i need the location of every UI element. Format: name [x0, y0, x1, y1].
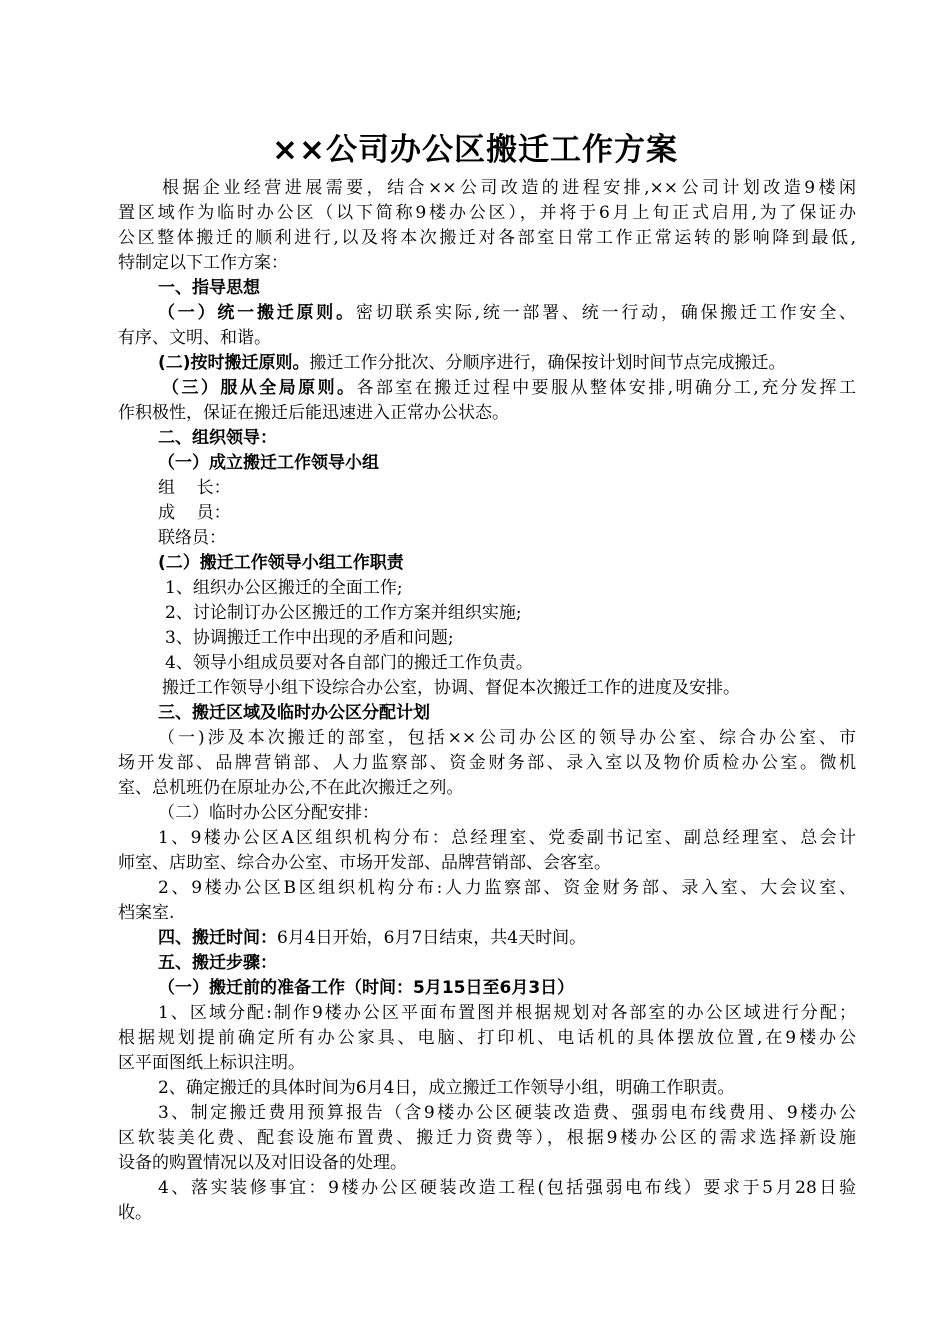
- paragraph-line: 区软装美化费、配套设施布置费、搬迁力资费等），根据9楼办公区的需求选择新设施: [118, 1128, 856, 1148]
- paragraph-line: （一)涉及本次搬迁的部室，包括××公司办公区的领导办公室、综合办公室、市: [158, 728, 856, 748]
- paragraph-line: 档案室.: [118, 903, 175, 923]
- contact-person-label: 联络员：: [158, 528, 226, 548]
- inline-text: 6月4日开始，6月7日结束，共4天时间。: [277, 928, 587, 948]
- list-item: 1、组织办公区搬迁的全面工作;: [165, 578, 403, 598]
- paragraph-line: 1、9楼办公区A区组织机构分布：总经理室、党委副书记室、副总经理室、总会计: [158, 828, 856, 848]
- paragraph-line: 1、区域分配:制作9楼办公区平面布置图并根据规划对各部室的办公区域进行分配；: [158, 1003, 856, 1023]
- paragraph-line: 设备的购置情况以及对旧设备的处理。: [118, 1153, 407, 1173]
- inline-heading: （一）统一搬迁原则。: [158, 303, 356, 323]
- list-item: 3、协调搬迁工作中出现的矛盾和问题;: [165, 628, 454, 648]
- paragraph-line: [162, 376, 856, 400]
- section-heading: 三、搬迁区域及临时办公区分配计划: [158, 703, 430, 723]
- inline-text: 搬迁工作分批次、分顺序进行，确保按计划时间节点完成搬迁。: [309, 353, 786, 373]
- document-title: ××公司办公区搬迁工作方案: [272, 132, 678, 168]
- group-leader-label: 组 长：: [158, 478, 231, 498]
- inline-text: 密切联系实际,统一部署、统一行动，确保搬迁工作安全、: [355, 303, 857, 323]
- subsection-heading: （一）搬迁前的准备工作（时间：5月15日至6月3日）: [158, 978, 575, 998]
- list-item: 4、领导小组成员要对各自部门的搬迁工作负责。: [165, 653, 533, 673]
- subsection-heading: （一）成立搬迁工作领导小组: [158, 453, 379, 473]
- paragraph-line: 2、确定搬迁的具体时间为6月4日，成立搬迁工作领导小组，明确工作职责。: [158, 1078, 735, 1098]
- paragraph-line: 特制定以下工作方案：: [118, 253, 288, 273]
- inline-text: 各部室在搬迁过程中要服从整体安排,明确分工,充分发挥工: [356, 378, 856, 398]
- section-heading: 一、指导思想: [158, 278, 260, 298]
- section-heading: 五、搬迁步骤：: [158, 953, 277, 973]
- paragraph-line: 置区域作为临时办公区（以下简称9楼办公区），并将于6月上旬正式启用,为了保证办: [118, 203, 856, 223]
- paragraph-line: 作积极性，保证在搬迁后能迅速进入正常办公状态。: [118, 403, 509, 423]
- inline-heading: (二)按时搬迁原则。: [158, 353, 310, 373]
- paragraph-line: 室、总机班仍在原址办公,不在此次搬迁之列。: [118, 778, 464, 798]
- section-heading: 二、组织领导：: [158, 428, 277, 448]
- paragraph-line: 根据企业经营进展需要，结合××公司改造的进程安排,××公司计划改造9楼闲: [162, 178, 856, 198]
- paragraph-line: 2、9楼办公区B区组织机构分布:人力监察部、资金财务部、录入室、大会议室、: [158, 878, 856, 898]
- inline-heading: 四、搬迁时间：: [158, 928, 277, 948]
- paragraph-line: [158, 301, 856, 325]
- paragraph-line: 收。: [118, 1203, 152, 1223]
- paragraph-line: 公区整体搬迁的顺利进行,以及将本次搬迁对各部室日常工作正常运转的影响降到最低,: [118, 228, 856, 248]
- paragraph-line: [158, 926, 586, 950]
- paragraph-line: 区平面图纸上标识注明。: [118, 1053, 305, 1073]
- subsection-heading: (二）搬迁工作领导小组工作职责: [158, 553, 404, 573]
- paragraph-line: 搬迁工作领导小组下设综合办公室，协调、督促本次搬迁工作的进度及安排。: [162, 678, 740, 698]
- paragraph-line: （二）临时办公区分配安排：: [158, 803, 379, 823]
- paragraph-line: 有序、文明、和谐。: [118, 328, 271, 348]
- paragraph-line: [158, 351, 786, 375]
- paragraph-line: 3、制定搬迁费用预算报告（含9楼办公区硬装改造费、强弱电布线费用、9楼办公: [158, 1103, 856, 1123]
- paragraph-line: 根据规划提前确定所有办公家具、电脑、打印机、电话机的具体摆放位置,在9楼办公: [118, 1028, 856, 1048]
- list-item: 2、讨论制订办公区搬迁的工作方案并组织实施;: [165, 603, 522, 623]
- paragraph-line: 师室、店助室、综合办公室、市场开发部、品牌营销部、会客室。: [118, 853, 611, 873]
- paragraph-line: 4、落实装修事宜：9楼办公区硬装改造工程(包括强弱电布线）要求于5月28日验: [158, 1178, 856, 1198]
- group-member-label: 成 员：: [158, 503, 231, 523]
- inline-heading: （三）服从全局原则。: [162, 378, 357, 398]
- paragraph-line: 场开发部、品牌营销部、人力监察部、资金财务部、录入室以及物价质检办公室。微机: [118, 753, 856, 773]
